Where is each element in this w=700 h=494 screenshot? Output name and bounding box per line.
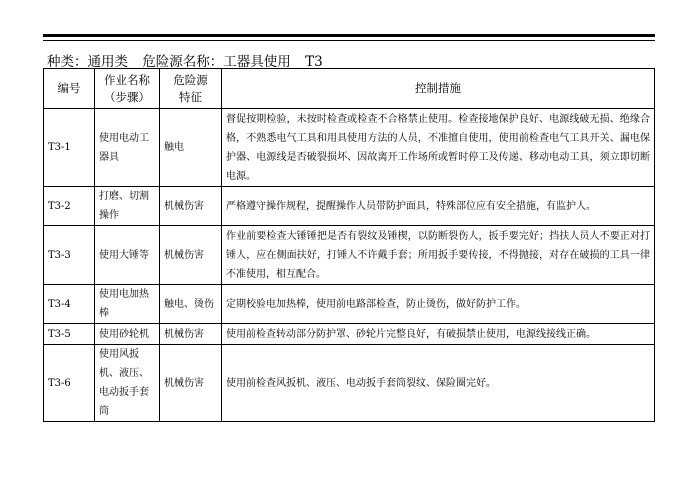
row-id: T3-1	[44, 109, 95, 187]
table-row	[44, 324, 655, 345]
sheet-code: T3	[305, 54, 323, 70]
row-id: T3-4	[44, 285, 95, 324]
row-hazard: 机械伤害	[160, 345, 222, 422]
row-measure: 使用前检查风扳机、液压、电动扳手套筒裂纹、保险圈完好。	[222, 345, 655, 422]
header-measure: 控制措施	[222, 69, 655, 109]
row-measure: 作业前要检查大锤锤把是否有裂纹及锤楔，以防断裂伤人，扳手要完好；挡扶人员人不要正对打锤人，应在侧面扶好，打锤人不许戴手套；所用扳手要传接，不得抛接，对存在破损的工具一律不准使用，相互配合。	[222, 226, 655, 285]
row-hazard: 触电、烫伤	[160, 285, 222, 324]
row-id: T3-6	[44, 345, 95, 422]
header-id: 编号	[44, 69, 95, 109]
table-row	[44, 345, 655, 422]
table-row	[44, 187, 655, 226]
category-label: 种类：通用类	[47, 54, 128, 70]
row-task: 使用风扳机、液压、电动扳手套筒	[95, 345, 160, 422]
top-rule-thin	[43, 40, 655, 41]
row-measure: 严格遵守操作规程，提醒操作人员带防护面具，特殊部位应有安全措施，有监护人。	[222, 187, 655, 226]
table-header-row	[44, 69, 655, 109]
row-measure: 督促按期检验，未按时检查或检查不合格禁止使用。检查接地保护良好、电源线破无损、绝缘合格，不熟悉电气工具和用具使用方法的人员，不准擅自使用，使用前检查电气工具开关、漏电保护器、电源线是否破裂损坏、因故离开工作场所或暂时停工及传递、移动电动工具，须立即切断电源。	[222, 109, 655, 187]
header-hazard-line2: 特征	[179, 89, 202, 104]
row-id: T3-2	[44, 187, 95, 226]
row-measure: 使用前检查转动部分防护罩、砂轮片完整良好，有破损禁止使用，电源线接线正确。	[222, 324, 655, 345]
row-hazard: 触电	[160, 109, 222, 187]
table-row	[44, 226, 655, 285]
hazard-control-table	[43, 68, 655, 422]
row-task: 使用大锤等	[95, 226, 160, 285]
row-task: 打磨、切割操作	[95, 187, 160, 226]
header-task	[95, 69, 160, 109]
row-measure: 定期校验电加热棒，使用前电路部检查，防止烫伤，做好防护工作。	[222, 285, 655, 324]
header-hazard	[160, 69, 222, 109]
row-task: 使用电动工器具	[95, 109, 160, 187]
table-row	[44, 109, 655, 187]
top-rule-thick	[43, 34, 655, 37]
row-hazard: 机械伤害	[160, 187, 222, 226]
row-task: 使用电加热棒	[95, 285, 160, 324]
header-task-line1: 作业名称	[104, 72, 150, 87]
table-row	[44, 285, 655, 324]
row-hazard: 机械伤害	[160, 226, 222, 285]
header-task-line2: （步骤）	[104, 89, 150, 104]
row-id: T3-3	[44, 226, 95, 285]
header-hazard-line1: 危险源	[173, 72, 208, 87]
hazard-name-label: 危险源名称：工器具使用	[142, 54, 291, 70]
sheet-heading	[47, 50, 333, 70]
row-id: T3-5	[44, 324, 95, 345]
row-hazard: 机械伤害	[160, 324, 222, 345]
row-task: 使用砂轮机	[95, 324, 160, 345]
